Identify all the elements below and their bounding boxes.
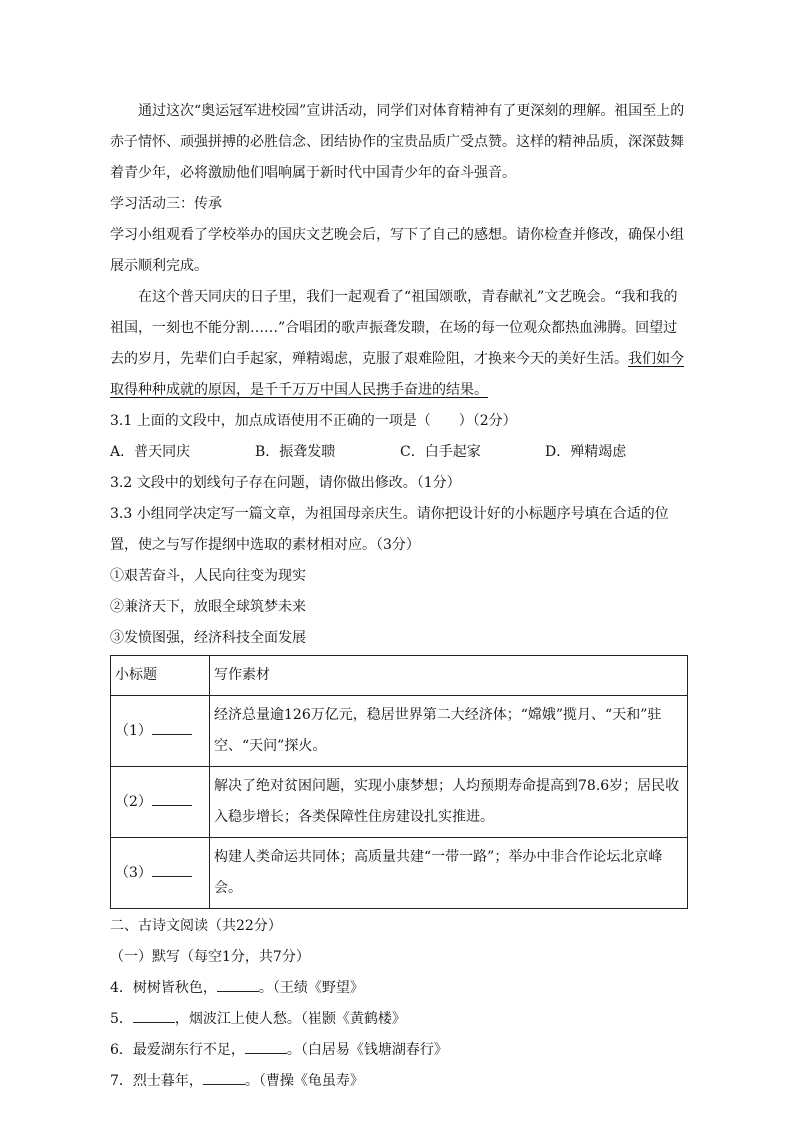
subtitle-option-2: ②兼济天下，放眼全球筑梦未来 xyxy=(110,599,306,615)
table-row xyxy=(111,696,688,767)
option-b: B．振聋发聩 xyxy=(255,444,336,460)
q7-suffix: 。（曹操《龟虽寿》 xyxy=(244,1073,364,1089)
subtitle-cell xyxy=(111,696,210,767)
answer-blank[interactable] xyxy=(152,720,192,735)
subtitle-option-1: ①艰苦奋斗，人民向往变为现实 xyxy=(110,568,306,584)
q4-suffix: 。（王绩《野望》 xyxy=(258,980,364,996)
activity3-instruction: 学习小组观看了学校举办的国庆文艺晚会后，写下了自己的感想。请你检查并修改，确保小组展示顺利完成。 xyxy=(110,227,684,274)
header-material: 写作素材 xyxy=(210,656,688,696)
passage xyxy=(110,282,690,406)
q4-prefix: 4．树树皆秋色， xyxy=(110,980,217,996)
q6-prefix: 6．最爱湖东行不足， xyxy=(110,1042,245,1058)
section-2-title: 二、古诗文阅读（共22分） xyxy=(110,918,282,934)
passage-text: 在这个普天同庆的日子里，我们一起观看了“祖国颂歌，青春献礼”文艺晚会。“我和我的祖国，一刻也不能分割……”合唱团的歌声振聋发聩，在场的每一位观众都热血沸腾。回望过去的岁月，先辈们白手起家，殚精竭虑，克服了艰难险阻，才换来今天的美好生活。 xyxy=(110,289,678,367)
outline-table xyxy=(110,655,688,909)
subtitle-cell xyxy=(111,767,210,838)
option-d: D．殚精竭虑 xyxy=(545,444,627,460)
q6-suffix: 。（白居易《钱塘湖春行》 xyxy=(286,1042,448,1058)
q5-suffix: ，烟波江上使人愁。（崔颢《黄鹤楼》 xyxy=(174,1011,406,1027)
material-cell: 经济总量逾126万亿元，稳居世界第二大经济体；“嫦娥”揽月、“天和”驻空、“天问”探火。 xyxy=(210,696,688,767)
table-row xyxy=(111,767,688,838)
material-cell: 构建人类命运共同体；高质量共建“一带一路”；举办中非合作论坛北京峰会。 xyxy=(210,838,688,909)
answer-blank[interactable] xyxy=(152,791,192,806)
row-number: （2） xyxy=(115,793,152,810)
table-row xyxy=(111,838,688,909)
recitation-q7 xyxy=(110,1066,690,1097)
q5-prefix: 5． xyxy=(110,1011,133,1027)
recitation-q5 xyxy=(110,1004,690,1035)
activity3-title: 学习活动三：传承 xyxy=(110,196,222,212)
exam-page xyxy=(110,96,690,1097)
table-header-row xyxy=(111,656,688,696)
header-subtitle: 小标题 xyxy=(111,656,210,696)
question-3-1: 3.1 上面的文段中，加点成语使用不正确的一项是（ ）（2分） xyxy=(110,413,517,429)
option-a: A．普天同庆 xyxy=(110,444,191,460)
recitation-q6 xyxy=(110,1035,690,1066)
material-cell: 解决了绝对贫困问题，实现小康梦想；人均预期寿命提高到78.6岁；居民收入稳步增长；各类保障性住房建设扎实推进。 xyxy=(210,767,688,838)
passage-underlined-sentence: 我们如今取得种种成就的原因，是千千万万中国人民携手奋进的结果。 xyxy=(110,351,684,398)
subtitle-cell xyxy=(111,838,210,909)
q31-options xyxy=(110,437,690,468)
q7-prefix: 7．烈士暮年， xyxy=(110,1073,203,1089)
question-3-3: 3.3 小组同学决定写一篇文章，为祖国母亲庆生。请你把设计好的小标题序号填在合适的位置，使之与写作提纲中选取的素材相对应。（3分） xyxy=(110,506,669,553)
row-number: （1） xyxy=(115,722,152,739)
answer-blank[interactable] xyxy=(245,1039,287,1054)
answer-blank[interactable] xyxy=(152,862,192,877)
row-number: （3） xyxy=(115,864,152,881)
question-3-2: 3.2 文段中的划线句子存在问题，请你做出修改。（1分） xyxy=(110,475,461,491)
answer-blank[interactable] xyxy=(217,977,259,992)
recitation-q4 xyxy=(110,973,690,1004)
subtitle-option-3: ③发愤图强，经济科技全面发展 xyxy=(110,630,306,646)
answer-blank[interactable] xyxy=(203,1070,245,1085)
sub-section-1-title: （一）默写（每空1分，共7分） xyxy=(110,949,310,965)
intro-paragraph: 通过这次“奥运冠军进校园”宣讲活动，同学们对体育精神有了更深刻的理解。祖国至上的赤子情怀、顽强拼搏的必胜信念、团结协作的宝贵品质广受点赞。这样的精神品质，深深鼓舞着青少年，必将激励他们唱响属于新时代中国青少年的奋斗强音。 xyxy=(110,103,685,181)
answer-blank[interactable] xyxy=(133,1008,175,1023)
option-c: C．白手起家 xyxy=(400,444,481,460)
